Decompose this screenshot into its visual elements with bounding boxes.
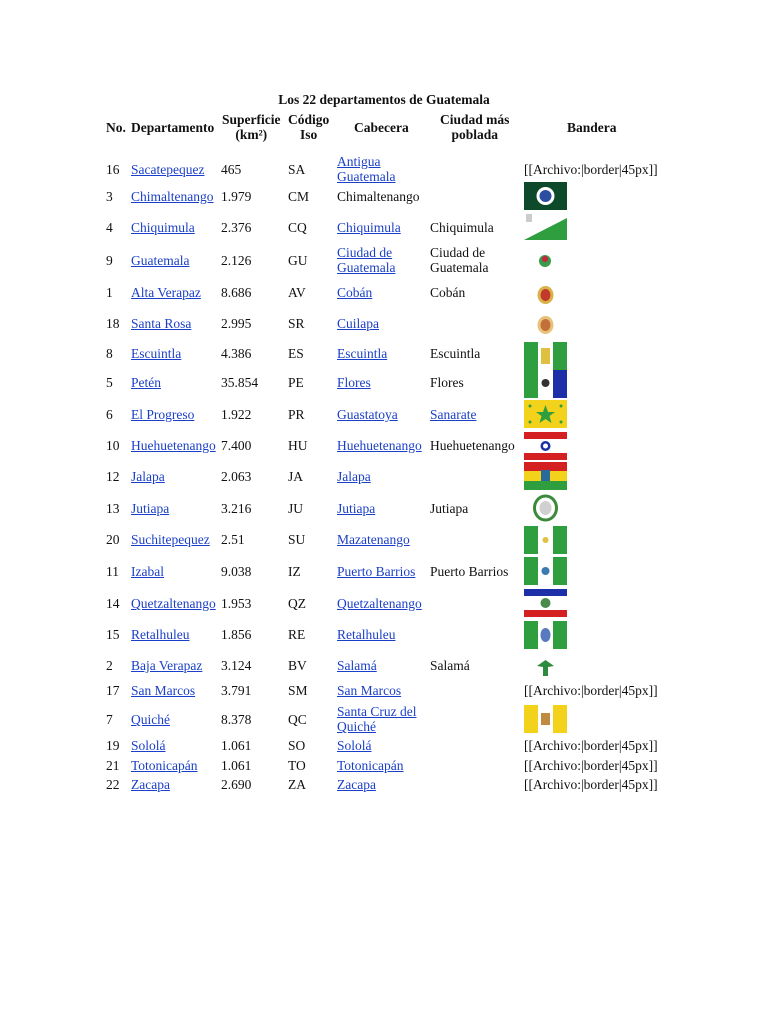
flag-huehuetenango-image [524,432,567,460]
area-value: 8.686 [221,285,252,300]
flag-placeholder-text: [[Archivo:|border|45px]] [524,683,658,698]
row-number: 19 [106,738,120,753]
area-value: 2.126 [221,253,252,268]
area-value: 4.386 [221,346,252,361]
cabecera-link[interactable]: Puerto Barrios [337,564,416,579]
row-number: 5 [106,375,113,390]
row-number: 13 [106,501,120,516]
row-number: 17 [106,683,120,698]
cabecera-link[interactable]: Salamá [337,658,377,673]
department-link[interactable]: San Marcos [131,683,196,698]
cabecera-link[interactable]: Ciudad de [337,245,393,260]
header-codigo-line2: Iso [300,127,318,142]
header-ciudad [440,112,509,142]
cabecera-link[interactable]: Quetzaltenango [337,596,422,611]
area-value: 2.690 [221,777,252,792]
iso-code: JU [288,501,304,516]
flag-placeholder-text: [[Archivo:|border|45px]] [524,777,658,792]
iso-code: TO [288,758,306,773]
iso-code: SM [288,683,308,698]
area-value: 35.854 [221,375,259,390]
header-codigo-line1: Código [288,112,330,127]
department-link[interactable]: Huehuetenango [131,438,216,453]
row-number: 7 [106,712,113,727]
flag-quiche-image [524,705,567,733]
row-number: 9 [106,253,113,268]
department-link[interactable]: Guatemala [131,253,190,268]
flag-jutiapa-image [524,494,567,522]
area-value: 2.063 [221,469,252,484]
area-value: 3.791 [221,683,252,698]
largest-city: Cobán [430,285,466,300]
largest-city: Escuintla [430,346,481,361]
department-link[interactable]: Sololá [131,738,166,753]
area-value: 7.400 [221,438,252,453]
iso-code: ES [288,346,304,361]
department-link[interactable]: Suchitepequez [131,532,210,547]
department-link[interactable]: Chimaltenango [131,189,214,204]
iso-code: CQ [288,220,307,235]
header-superficie [222,112,281,142]
row-number: 11 [106,564,119,579]
cabecera-link[interactable]: Antigua [337,154,381,169]
area-value: 3.124 [221,658,252,673]
row-number: 2 [106,658,113,673]
iso-code: PR [288,407,305,422]
header-superficie-line2: (km²) [235,127,268,142]
iso-code: BV [288,658,307,673]
area-value: 2.995 [221,316,252,331]
cabecera-link[interactable]: Zacapa [337,777,376,792]
flag-bajaverapaz-image [524,654,567,682]
area-value: 2.51 [221,532,245,547]
iso-code: QZ [288,596,306,611]
department-link[interactable]: Zacapa [131,777,170,792]
row-number: 12 [106,469,120,484]
iso-code: CM [288,189,310,204]
row-number: 20 [106,532,120,547]
iso-code: SO [288,738,306,753]
row-number: 4 [106,220,113,235]
area-value: 1.922 [221,407,252,422]
flag-placeholder-text: [[Archivo:|border|45px]] [524,738,658,753]
largest-city: Jutiapa [430,501,469,516]
iso-code: QC [288,712,307,727]
department-link[interactable]: Quetzaltenango [131,596,216,611]
header-no: No. [106,120,126,135]
iso-code: GU [288,253,308,268]
iso-code: ZA [288,777,306,792]
department-link[interactable]: Petén [131,375,161,390]
largest-city: Huehuetenango [430,438,515,453]
flag-chiquimula-image [524,212,567,240]
area-value: 1.856 [221,627,252,642]
cabecera-link[interactable]: Cuilapa [337,316,379,331]
area-value: 1.953 [221,596,252,611]
table-title: Los 22 departamentos de Guatemala [278,92,490,107]
header-superficie-line1: Superficie [222,112,281,127]
cabecera-link[interactable]: Guastatoya [337,407,398,422]
largest-city-line2: Guatemala [430,260,489,275]
row-number: 3 [106,189,113,204]
area-value: 1.061 [221,758,252,773]
cabecera-link[interactable]: Jalapa [337,469,371,484]
flag-quetzaltenango-image [524,589,567,617]
cabecera-link[interactable]: Santa Cruz del [337,704,417,719]
iso-code: SR [288,316,305,331]
flag-altaverapaz-image [524,281,567,309]
cabecera-text: Chimaltenango [337,189,420,204]
row-number: 1 [106,285,113,300]
department-link[interactable]: Totonicapán [131,758,198,773]
cabecera-link[interactable]: Huehuetenango [337,438,422,453]
department-link[interactable]: Santa Rosa [131,316,192,331]
department-link[interactable]: Baja Verapaz [131,658,203,673]
flag-chimaltenango-image [524,182,567,210]
largest-city: Flores [430,375,464,390]
flag-placeholder-text: [[Archivo:|border|45px]] [524,162,658,177]
area-value: 465 [221,162,242,177]
area-value: 1.061 [221,738,252,753]
row-number: 21 [106,758,120,773]
header-codigo [288,112,329,142]
flag-escuintla-image [524,342,567,370]
header-ciudad-line2: poblada [451,127,498,142]
iso-code: SA [288,162,306,177]
department-link[interactable]: Escuintla [131,346,182,361]
header-ciudad-line1: Ciudad más [440,112,510,127]
flag-jalapa-image [524,462,567,490]
cabecera-link-line2[interactable]: Guatemala [337,260,396,275]
cabecera-link[interactable]: Flores [337,375,371,390]
area-value: 1.979 [221,189,252,204]
row-number: 16 [106,162,120,177]
area-value: 9.038 [221,564,252,579]
department-link[interactable]: Jutiapa [131,501,170,516]
iso-code: RE [288,627,306,642]
header-departamento: Departamento [131,120,215,135]
largest-city: Ciudad de [430,245,486,260]
largest-city-link[interactable]: Sanarate [430,407,477,422]
department-link[interactable]: Retalhuleu [131,627,190,642]
flag-retalhuleu-image [524,621,567,649]
cabecera-link[interactable]: Mazatenango [337,532,410,547]
row-number: 8 [106,346,113,361]
largest-city: Chiquimula [430,220,494,235]
cabecera-link-line2[interactable]: Quiché [337,719,376,734]
iso-code: JA [288,469,304,484]
cabecera-link[interactable]: Totonicapán [337,758,404,773]
department-link[interactable]: Alta Verapaz [131,285,201,300]
row-number: 10 [106,438,120,453]
flag-suchitepequez-image [524,526,567,554]
cabecera-link[interactable]: Cobán [337,285,373,300]
iso-code: AV [288,285,306,300]
flag-placeholder-text: [[Archivo:|border|45px]] [524,758,658,773]
cabecera-link[interactable]: Retalhuleu [337,627,396,642]
area-value: 8.378 [221,712,252,727]
department-link[interactable]: Quiché [131,712,170,727]
row-number: 15 [106,627,120,642]
cabecera-link-line2[interactable]: Guatemala [337,169,396,184]
iso-code: HU [288,438,308,453]
flag-santarosa-image [524,311,567,339]
cabecera-link[interactable]: Sololá [337,738,372,753]
flag-peten-image [524,370,567,398]
largest-city: Salamá [430,658,470,673]
row-number: 22 [106,777,120,792]
cabecera-link[interactable]: Escuintla [337,346,388,361]
row-number: 6 [106,407,113,422]
department-link[interactable]: Chiquimula [131,220,195,235]
flag-izabal-image [524,557,567,585]
department-link[interactable]: Jalapa [131,469,165,484]
area-value: 2.376 [221,220,252,235]
department-link[interactable]: El Progreso [131,407,195,422]
iso-code: IZ [288,564,301,579]
header-bandera: Bandera [567,120,617,135]
largest-city: Puerto Barrios [430,564,509,579]
flag-guatemala-image [524,247,567,275]
flag-elprogreso-image [524,400,567,428]
department-link[interactable]: Izabal [131,564,164,579]
area-value: 3.216 [221,501,252,516]
iso-code: SU [288,532,306,547]
header-cabecera: Cabecera [354,120,409,135]
cabecera-link[interactable]: Jutiapa [337,501,376,516]
row-number: 18 [106,316,120,331]
iso-code: PE [288,375,304,390]
row-number: 14 [106,596,120,611]
department-link[interactable]: Sacatepequez [131,162,205,177]
cabecera-link[interactable]: San Marcos [337,683,402,698]
cabecera-link[interactable]: Chiquimula [337,220,401,235]
